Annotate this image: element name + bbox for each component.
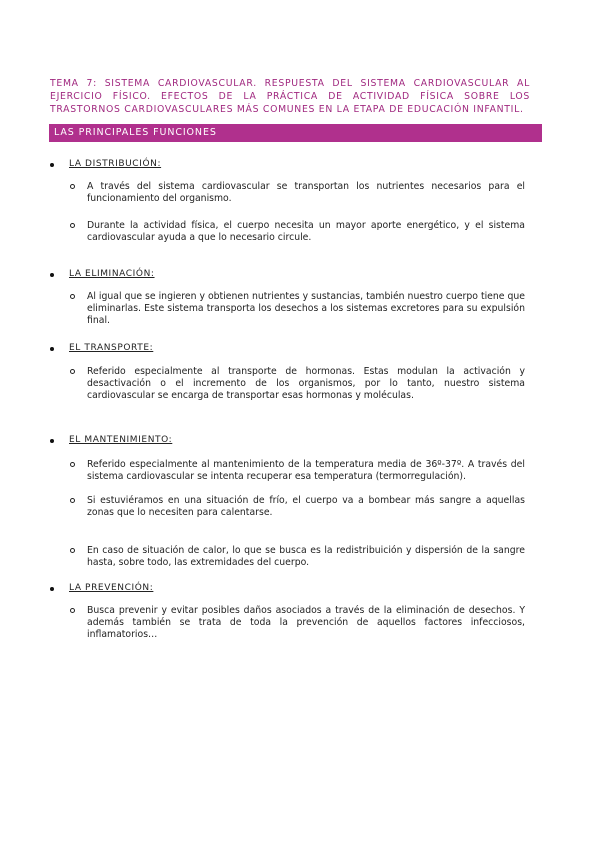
circle-bullet-icon bbox=[70, 184, 75, 189]
bullet-icon bbox=[50, 439, 54, 443]
item-text: Al igual que se ingieren y obtienen nutrientes y sustancias, también nuestro cuerpo tiene que eliminarlas. Este sistema transporta los desechos a los sistemas excretores para su expulsión final. bbox=[87, 291, 525, 326]
item-text: En caso de situación de calor, lo que se busca es la redistribuición y dispersión de la sangre hasta, sobre todo, las extremidades del cuerpo. bbox=[87, 545, 525, 568]
item-text: Si estuviéramos en una situación de frío, el cuerpo va a bombear más sangre a aquellas zonas que lo necesiten para calentarse. bbox=[87, 495, 525, 518]
circle-bullet-icon bbox=[70, 294, 75, 299]
item-text: Busca prevenir y evitar posibles daños asociados a través de la eliminación de desechos. Y además también se trata de toda la prevención de aquellos factores infecciosos, inflamatorios… bbox=[87, 605, 525, 640]
bullet-icon bbox=[50, 587, 54, 591]
document-title: TEMA 7: SISTEMA CARDIOVASCULAR. RESPUESTA DEL SISTEMA CARDIOVASCULAR AL EJERCICIO FÍSICO. EFECTOS DE LA PRÁCTICA DE ACTIVIDAD FÍSICA SOBRE LOS TRASTORNOS CARDIOVASCULARES MÁS COMUNES EN LA ETAPA DE EDUCACIÓN INFANTIL. bbox=[50, 78, 530, 115]
item-text: Referido especialmente al mantenimiento de la temperatura media de 36º-37º. A través del sistema cardiovascular se intenta recuperar esa temperatura (termorregulación). bbox=[87, 459, 525, 482]
circle-bullet-icon bbox=[70, 369, 75, 374]
bullet-icon bbox=[50, 273, 54, 277]
circle-bullet-icon bbox=[70, 548, 75, 553]
item-text: A través del sistema cardiovascular se transportan los nutrientes necesarios para el funcionamiento del organismo. bbox=[87, 181, 525, 204]
circle-bullet-icon bbox=[70, 223, 75, 228]
bullet-icon bbox=[50, 163, 54, 167]
circle-bullet-icon bbox=[70, 498, 75, 503]
section-band bbox=[49, 124, 542, 142]
item-text: Durante la actividad física, el cuerpo necesita un mayor aporte energético, y el sistema cardiovascular ayuda a que lo necesario circule. bbox=[87, 220, 525, 243]
section-heading: LA ELIMINACIÓN: bbox=[69, 269, 155, 279]
section-heading: EL TRANSPORTE: bbox=[69, 343, 154, 353]
section-heading: EL MANTENIMIENTO: bbox=[69, 435, 173, 445]
item-text: Referido especialmente al transporte de hormonas. Estas modulan la activación y desactivación o el incremento de los organismos, por lo tanto, nuestro sistema cardiovascular se encarga de transportar esas hormonas y moléculas. bbox=[87, 366, 525, 401]
section-heading: LA DISTRIBUCIÓN: bbox=[69, 159, 162, 169]
section-heading: LA PREVENCIÓN: bbox=[69, 583, 154, 593]
circle-bullet-icon bbox=[70, 608, 75, 613]
circle-bullet-icon bbox=[70, 462, 75, 467]
bullet-icon bbox=[50, 347, 54, 351]
section-band-label: LAS PRINCIPALES FUNCIONES bbox=[54, 127, 217, 138]
